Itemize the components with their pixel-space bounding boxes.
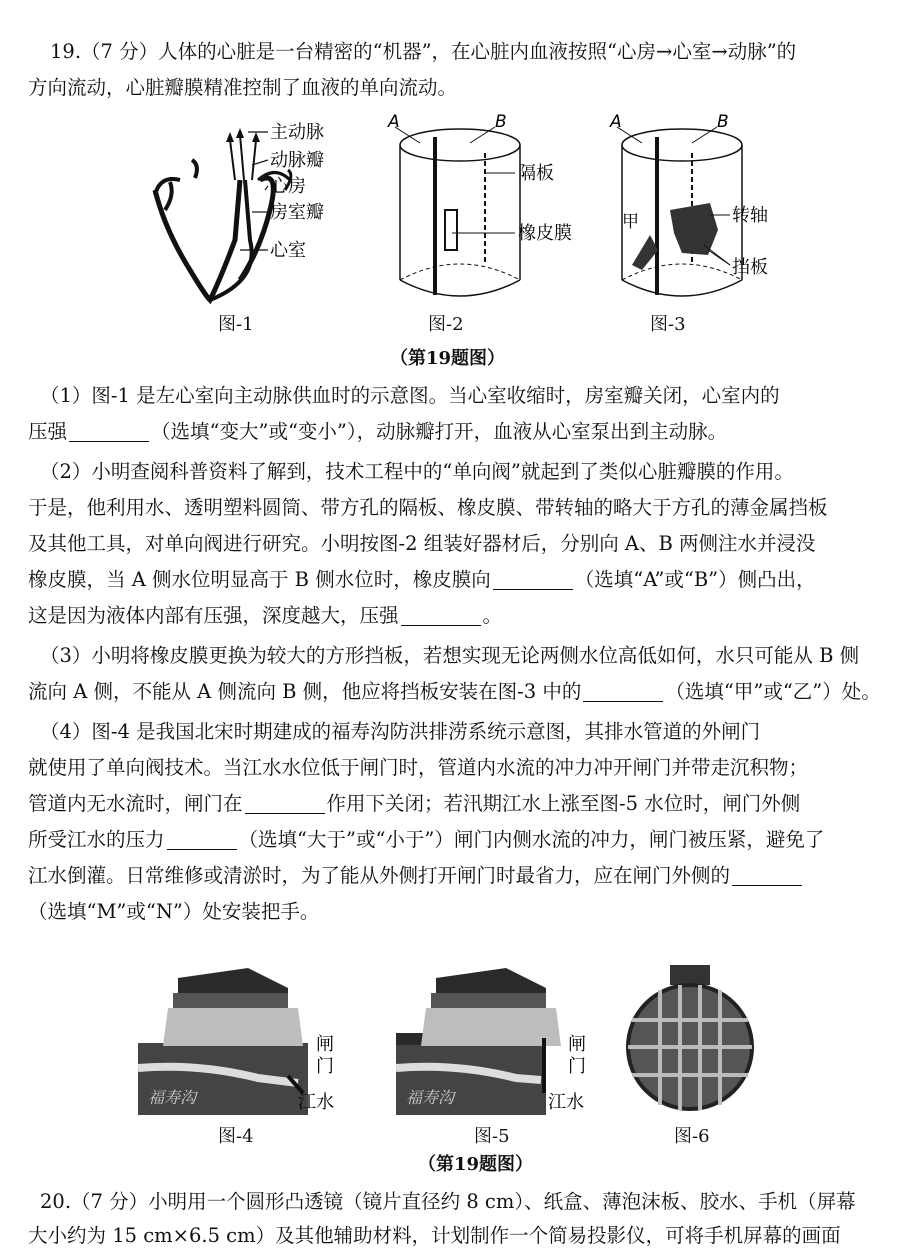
q19-p3-line1: （3）小明将橡皮膜更换为较大的方形挡板，若想实现无论两侧水位高低如何，水只可能从 B 侧 xyxy=(40,644,860,667)
figures-title-2: （第19题图） xyxy=(418,1154,534,1175)
blank-2[interactable] xyxy=(493,569,573,590)
blank-1[interactable] xyxy=(69,421,149,442)
fig3-label-flap: 挡板 xyxy=(732,257,768,278)
fig1-label-atrium: 心房 xyxy=(270,176,306,197)
q19-p2-line4 xyxy=(28,566,898,594)
fig1-label-aortic-valve: 动脉瓣 xyxy=(270,150,324,171)
figure-2-caption: 图-2 xyxy=(428,314,464,335)
q19-p4-text-e: 江水倒灌。日常维修或清淤时，为了能从外侧打开闸门时最省力，应在闸门外侧的 xyxy=(28,864,731,887)
q20-line2: 大小约为 15 cm×6.5 cm）及其他辅助材料，计划制作一个简易投影仪，可将手机屏幕的画面 xyxy=(28,1224,841,1247)
figure-4-drainage xyxy=(138,968,348,1118)
q19-p4-text-a: 管道内无水流时，闸门在 xyxy=(28,792,243,815)
q19-p1-text-b: （选填“变大”或“变小”），动脉瓣打开，血液从心室泵出到主动脉。 xyxy=(151,420,728,443)
fig4-label-river: 江水 xyxy=(298,1092,334,1113)
figure-5-drainage-flood xyxy=(396,968,606,1118)
q19-p4-line3 xyxy=(28,790,898,818)
blank-3[interactable] xyxy=(401,605,481,626)
blank-4[interactable] xyxy=(583,681,663,702)
fig2-label-b: B xyxy=(495,112,507,132)
q19-p1-line1: （1）图-1 是左心室向主动脉供血时的示意图。当心室收缩时，房室瓣关闭，心室内的 xyxy=(40,384,780,407)
q19-p2-text-b: （选填“A”或“B”）侧凸出， xyxy=(574,568,816,591)
fig4-label-gate1: 闸 xyxy=(316,1034,334,1055)
figure-6-gate-photo xyxy=(620,965,760,1115)
q19-p2-line1: （2）小明查阅科普资料了解到，技术工程中的“单向阀”就起到了类似心脏瓣膜的作用。 xyxy=(40,460,794,483)
fig1-label-av-valve: 房室瓣 xyxy=(270,202,324,223)
fig1-label-ventricle: 心室 xyxy=(270,240,306,261)
q19-p3-text-a: 流向 A 侧，不能从 A 侧流向 B 侧，他应将挡板安装在图-3 中的 xyxy=(28,680,582,703)
q19-p2-line5 xyxy=(28,602,898,630)
fig4-label-gate2: 门 xyxy=(316,1056,334,1077)
fig5-label-river: 江水 xyxy=(548,1092,584,1113)
figure-1-caption: 图-1 xyxy=(218,314,254,335)
q19-p1-line2 xyxy=(28,418,898,446)
figure-5-caption: 图-5 xyxy=(474,1126,510,1147)
q19-p2-text-d: 。 xyxy=(482,604,503,627)
q19-p4-text-b: 作用下关闭；若汛期江水上涨至图-5 水位时，闸门外侧 xyxy=(326,792,801,815)
fig5-watermark: 福寿沟 xyxy=(406,1088,455,1107)
figure-1-heart xyxy=(140,120,360,310)
blank-5[interactable] xyxy=(245,793,325,814)
q19-p4-line4 xyxy=(28,826,898,854)
fig3-label-axis: 转轴 xyxy=(732,205,768,226)
q19-p4-line5 xyxy=(28,862,898,890)
fig3-label-a: A xyxy=(610,112,622,132)
q19-p2-line2: 于是，他利用水、透明塑料圆筒、带方孔的隔板、橡皮膜、带转轴的略大于方孔的薄金属挡板 xyxy=(28,496,828,519)
q20-line1: 20.（7 分）小明用一个圆形凸透镜（镜片直径约 8 cm）、纸盒、薄泡沫板、胶水、手机（屏幕 xyxy=(40,1190,856,1213)
q19-p4-line1: （4）图-4 是我国北宋时期建成的福寿沟防洪排涝系统示意图，其排水管道的外闸门 xyxy=(40,720,761,743)
fig1-label-aorta: 主动脉 xyxy=(270,122,324,143)
figure-3-caption: 图-3 xyxy=(650,314,686,335)
q19-p4-line6: （选填“M”或“N”）处安装把手。 xyxy=(28,900,320,923)
q19-p4-text-c: 所受江水的压力 xyxy=(28,828,165,851)
blank-7[interactable] xyxy=(732,865,802,886)
q19-intro-line1: 19.（7 分）人体的心脏是一台精密的“机器”，在心脏内血液按照“心房→心室→动脉”的 xyxy=(50,40,797,63)
fig3-label-jia: 甲 xyxy=(622,212,639,232)
fig2-label-a: A xyxy=(388,112,400,132)
q19-p3-text-b: （选填“甲”或“乙”）处。 xyxy=(665,680,881,703)
fig5-label-gate1: 闸 xyxy=(568,1034,586,1055)
q19-intro-line2: 方向流动，心脏瓣膜精准控制了血液的单向流动。 xyxy=(28,76,458,99)
q19-p2-line3: 及其他工具，对单向阀进行研究。小明按图-2 组装好器材后，分别向 A、B 两侧注水并浸没 xyxy=(28,532,816,555)
fig2-label-partition: 隔板 xyxy=(518,163,554,184)
q19-p1-text-a: 压强 xyxy=(28,420,68,443)
q19-p2-text-c: 这是因为液体内部有压强，深度越大，压强 xyxy=(28,604,399,627)
figure-6-caption: 图-6 xyxy=(674,1126,710,1147)
figure-2-cylinder xyxy=(388,112,590,305)
blank-6[interactable] xyxy=(167,829,237,850)
fig2-label-membrane: 橡皮膜 xyxy=(518,223,572,244)
fig4-watermark: 福寿沟 xyxy=(148,1088,197,1107)
q19-p3-line2 xyxy=(28,678,898,706)
q19-p4-line2: 就使用了单向阀技术。当江水水位低于闸门时，管道内水流的冲力冲开闸门并带走沉积物； xyxy=(28,756,809,779)
figures-title-1: （第19题图） xyxy=(390,348,506,369)
figure-3-cylinder xyxy=(610,112,812,305)
fig5-label-gate2: 门 xyxy=(568,1056,586,1077)
q19-p2-text-a: 橡皮膜，当 A 侧水位明显高于 B 侧水位时，橡皮膜向 xyxy=(28,568,491,591)
figure-4-caption: 图-4 xyxy=(218,1126,254,1147)
fig3-label-b: B xyxy=(717,112,729,132)
q19-p4-text-d: （选填“大于”或“小于”）闸门内侧水流的冲力，闸门被压紧，避免了 xyxy=(238,828,825,851)
